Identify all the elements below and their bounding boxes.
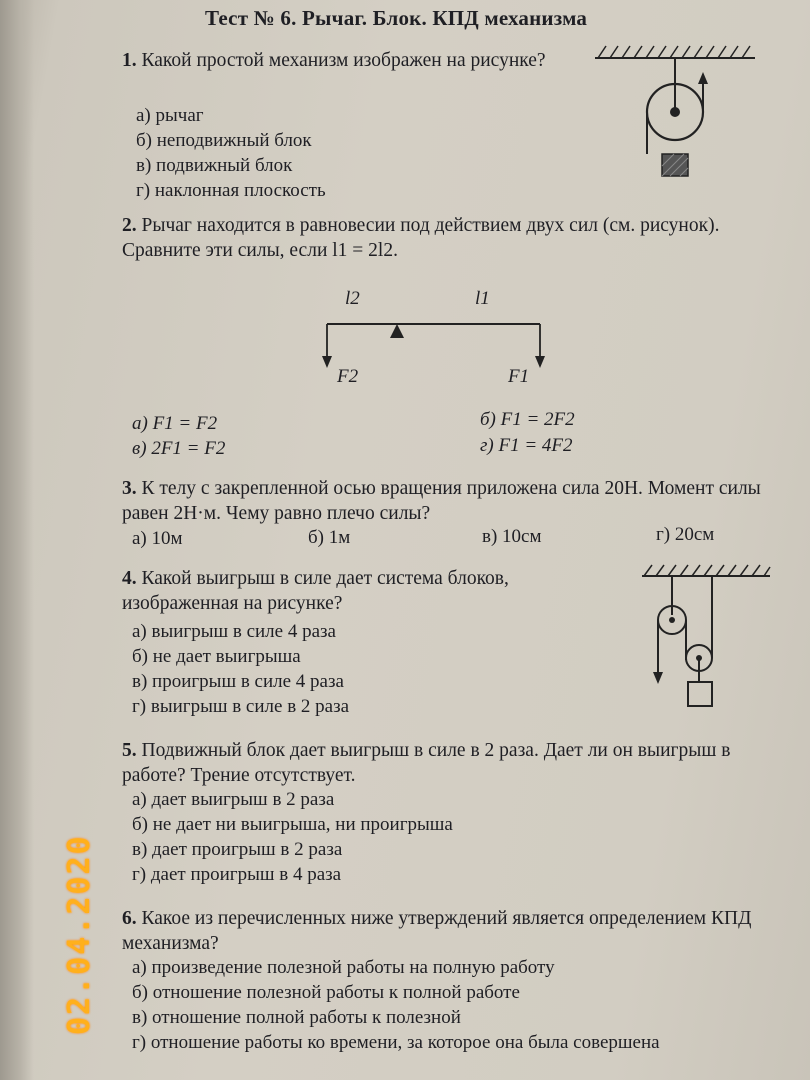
- option-c: в) дает проигрыш в 2 раза: [132, 839, 343, 860]
- question-number: 1.: [122, 50, 137, 71]
- question-text: Какое из перечисленных ниже утверждений является определением КПД механизма?: [122, 908, 752, 954]
- question-number: 5.: [122, 740, 137, 761]
- option-a: а) дает выигрыш в 2 раза: [132, 789, 335, 810]
- option-d: г) отношение работы ко времени, за которое она была совершена: [132, 1032, 660, 1053]
- lever-figure: [315, 282, 555, 397]
- question-4: [122, 566, 592, 616]
- option-d: г) F1 = 4F2: [480, 435, 573, 456]
- option-a: а) 10м: [132, 528, 183, 549]
- pulley-system-figure: [636, 560, 776, 720]
- question-3: [122, 476, 790, 526]
- question-text: Рычаг находится в равновесии под действием двух сил (см. рисунок). Сравните эти силы, если l1 = 2l2.: [122, 215, 720, 261]
- option-b: б) не дает выигрыша: [132, 646, 301, 667]
- photo-timestamp: 02.04.2020: [62, 834, 97, 1036]
- option-d: г) дает проигрыш в 4 раза: [132, 864, 342, 885]
- option-b: б) неподвижный блок: [136, 130, 312, 151]
- option-d: г) выигрыш в силе в 2 раза: [132, 696, 350, 717]
- question-number: 4.: [122, 568, 137, 589]
- option-b: б) не дает ни выигрыша, ни проигрыша: [132, 814, 453, 835]
- option-b: б) F1 = 2F2: [480, 409, 575, 430]
- option-c: в) подвижный блок: [136, 155, 293, 176]
- question-text: Какой простой механизм изображен на рисунке?: [141, 50, 546, 71]
- label-l1: l1: [475, 288, 490, 309]
- question-text: К телу с закрепленной осью вращения приложена сила 20Н. Момент силы равен 2Н·м. Чему равно плечо силы?: [122, 478, 761, 524]
- question-5: [122, 738, 790, 788]
- fixed-pulley-figure: [590, 36, 760, 186]
- question-number: 3.: [122, 478, 137, 499]
- option-d: г) 20см: [656, 524, 715, 545]
- question-number: 6.: [122, 908, 137, 929]
- option-a: а) F1 = F2: [132, 413, 218, 434]
- label-F1: F1: [508, 366, 530, 387]
- option-c: в) 2F1 = F2: [132, 438, 226, 459]
- option-d: г) наклонная плоскость: [136, 180, 326, 201]
- option-c: в) отношение полной работы к полезной: [132, 1007, 461, 1028]
- option-c: в) 10см: [482, 526, 542, 547]
- option-c: в) проигрыш в силе 4 раза: [132, 671, 344, 692]
- question-number: 2.: [122, 215, 137, 236]
- option-b: б) 1м: [308, 527, 351, 548]
- page-edge-shadow: [0, 0, 34, 1080]
- question-6: [122, 906, 790, 956]
- option-a: а) выигрыш в силе 4 раза: [132, 621, 336, 642]
- option-a: а) произведение полезной работы на полную работу: [132, 957, 555, 978]
- question-text: Какой выигрыш в силе дает система блоков, изображенная на рисунке?: [122, 568, 509, 614]
- page-title: Тест № 6. Рычаг. Блок. КПД механизма: [205, 6, 588, 30]
- label-F2: F2: [337, 366, 359, 387]
- label-l2: l2: [345, 288, 360, 309]
- fulcrum-icon: [390, 324, 404, 338]
- option-a: а) рычаг: [136, 105, 204, 126]
- option-b: б) отношение полезной работы к полной работе: [132, 982, 520, 1003]
- question-text: Подвижный блок дает выигрыш в силе в 2 раза. Дает ли он выигрыш в работе? Трение отсутствует.: [122, 740, 731, 786]
- question-2: [122, 213, 790, 263]
- question-1: [122, 48, 582, 73]
